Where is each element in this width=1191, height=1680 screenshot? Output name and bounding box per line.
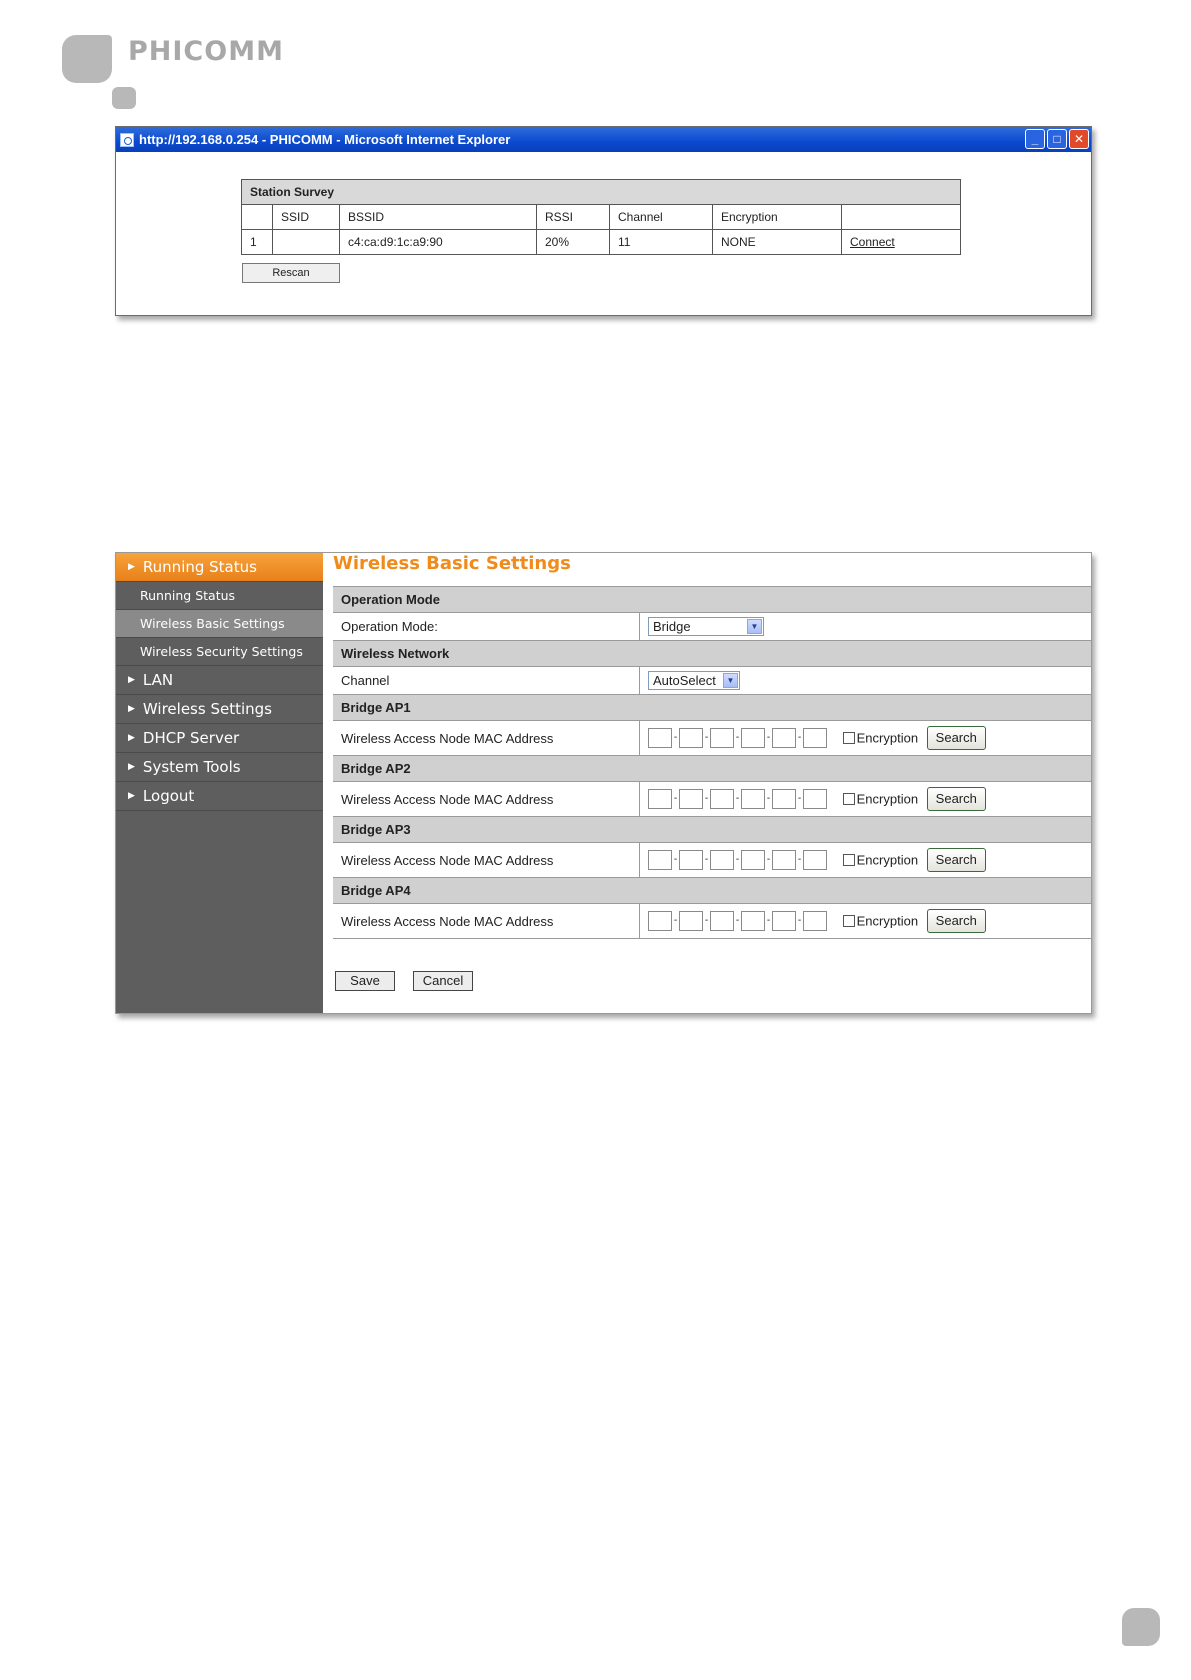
logo-shape-large [62, 35, 112, 83]
encryption-checkbox[interactable] [843, 732, 855, 744]
sidebar-item-label: Wireless Settings [142, 700, 272, 718]
encryption-checkbox[interactable] [843, 793, 855, 805]
mac-octet-input[interactable] [803, 728, 827, 748]
sidebar-item-running-status[interactable] [116, 553, 323, 582]
sidebar-item-label: Logout [142, 787, 195, 805]
close-icon[interactable]: ✕ [1069, 129, 1089, 149]
mac-separator: - [766, 915, 771, 926]
caret-right-icon: ▶ [128, 733, 135, 743]
operation-mode-value: Bridge [653, 619, 691, 634]
caret-right-icon: ▶ [128, 704, 135, 714]
brand-name: PHICOMM [128, 36, 284, 67]
mac-octet-input[interactable] [741, 789, 765, 809]
operation-mode-select[interactable] [648, 617, 764, 636]
mac-octet-input[interactable] [772, 850, 796, 870]
mac-address-label: Wireless Access Node MAC Address [333, 904, 640, 939]
mac-address-input-group [648, 850, 827, 870]
mac-address-cell [640, 721, 1092, 756]
mac-separator: - [704, 793, 709, 804]
mac-address-cell [640, 782, 1092, 817]
survey-title: Station Survey [242, 180, 961, 205]
rescan-button[interactable]: Rescan [242, 263, 340, 283]
mac-octet-input[interactable] [679, 850, 703, 870]
encryption-label: Encryption [856, 913, 919, 929]
encryption-label: Encryption [856, 730, 919, 746]
mac-octet-input[interactable] [710, 728, 734, 748]
mac-octet-input[interactable] [741, 850, 765, 870]
mac-separator: - [673, 915, 678, 926]
mac-octet-input[interactable] [648, 850, 672, 870]
col-header-channel: Channel [610, 205, 713, 230]
mac-separator: - [673, 732, 678, 743]
mac-separator: - [797, 854, 802, 865]
mac-address-label: Wireless Access Node MAC Address [333, 721, 640, 756]
mac-separator: - [766, 732, 771, 743]
search-button[interactable]: Search [927, 909, 986, 933]
sidebar-item-lan[interactable] [116, 666, 323, 695]
col-header-index [242, 205, 273, 230]
table-row [242, 230, 961, 255]
mac-separator: - [673, 793, 678, 804]
window-controls [1025, 129, 1089, 149]
caret-right-icon: ▶ [128, 791, 135, 801]
sidebar-item-wireless-settings[interactable] [116, 695, 323, 724]
caret-right-icon: ▶ [128, 675, 135, 685]
sidebar-subitem-wireless-basic-settings[interactable]: Wireless Basic Settings [116, 610, 323, 638]
sidebar-item-system-tools[interactable] [116, 753, 323, 782]
mac-separator: - [797, 793, 802, 804]
operation-mode-label: Operation Mode: [333, 613, 640, 641]
mac-separator: - [766, 854, 771, 865]
section-operation-mode: Operation Mode [333, 587, 1091, 613]
mac-separator: - [735, 793, 740, 804]
col-header-encryption: Encryption [713, 205, 842, 230]
mac-octet-input[interactable] [803, 850, 827, 870]
mac-octet-input[interactable] [741, 911, 765, 931]
col-header-rssi: RSSI [537, 205, 610, 230]
ie-titlebar[interactable] [116, 127, 1091, 152]
channel-cell [640, 667, 1092, 695]
main-content [333, 553, 1091, 1013]
save-button[interactable]: Save [335, 971, 395, 991]
sidebar [116, 553, 323, 1013]
cell-encryption: NONE [713, 230, 842, 255]
cell-bssid: c4:ca:d9:1c:a9:90 [340, 230, 537, 255]
connect-link[interactable]: Connect [850, 235, 895, 249]
cell-index: 1 [242, 230, 273, 255]
mac-octet-input[interactable] [648, 789, 672, 809]
chevron-down-icon[interactable]: ▼ [747, 619, 762, 634]
sidebar-item-dhcp-server[interactable] [116, 724, 323, 753]
encryption-checkbox[interactable] [843, 854, 855, 866]
page-corner-mark [1122, 1608, 1160, 1646]
ie-page-icon [120, 133, 134, 147]
mac-octet-input[interactable] [679, 728, 703, 748]
mac-octet-input[interactable] [772, 789, 796, 809]
col-header-bssid: BSSID [340, 205, 537, 230]
mac-octet-input[interactable] [648, 911, 672, 931]
mac-address-label: Wireless Access Node MAC Address [333, 843, 640, 878]
mac-separator: - [704, 915, 709, 926]
cell-action [842, 230, 961, 255]
channel-select[interactable] [648, 671, 740, 690]
mac-separator: - [735, 854, 740, 865]
section-bridge-ap1: Bridge AP1 [333, 695, 1091, 721]
sidebar-item-logout[interactable] [116, 782, 323, 811]
operation-mode-cell [640, 613, 1092, 641]
mac-separator: - [797, 915, 802, 926]
search-button[interactable]: Search [927, 726, 986, 750]
caret-right-icon: ▶ [128, 762, 135, 772]
section-wireless-network: Wireless Network [333, 641, 1091, 667]
mac-address-input-group [648, 789, 827, 809]
section-bridge-ap2: Bridge AP2 [333, 756, 1091, 782]
settings-table [333, 586, 1091, 939]
section-bridge-ap4: Bridge AP4 [333, 878, 1091, 904]
mac-octet-input[interactable] [803, 911, 827, 931]
cell-ssid [273, 230, 340, 255]
mac-octet-input[interactable] [741, 728, 765, 748]
chevron-down-icon[interactable]: ▼ [723, 673, 738, 688]
survey-header-row [242, 205, 961, 230]
router-admin-panel [115, 552, 1092, 1014]
encryption-label: Encryption [856, 791, 919, 807]
sidebar-item-label: DHCP Server [142, 729, 240, 747]
mac-octet-input[interactable] [772, 911, 796, 931]
mac-separator: - [673, 854, 678, 865]
mac-separator: - [735, 732, 740, 743]
encryption-label: Encryption [856, 852, 919, 868]
mac-separator: - [766, 793, 771, 804]
search-button[interactable]: Search [927, 787, 986, 811]
mac-address-cell [640, 904, 1092, 939]
station-survey-table [241, 179, 961, 255]
mac-octet-input[interactable] [772, 728, 796, 748]
page-title: Wireless Basic Settings [333, 553, 571, 574]
mac-separator: - [704, 732, 709, 743]
mac-octet-input[interactable] [710, 850, 734, 870]
cell-channel: 11 [610, 230, 713, 255]
section-bridge-ap3: Bridge AP3 [333, 817, 1091, 843]
mac-address-input-group [648, 911, 827, 931]
ie-window-title: http://192.168.0.254 - PHICOMM - Microsoft Internet Explorer [139, 132, 511, 147]
mac-octet-input[interactable] [648, 728, 672, 748]
sidebar-subitem-wireless-security-settings[interactable]: Wireless Security Settings [116, 638, 323, 666]
search-button[interactable]: Search [927, 848, 986, 872]
sidebar-subitem-running-status[interactable]: Running Status [116, 582, 323, 610]
mac-octet-input[interactable] [710, 911, 734, 931]
mac-address-cell [640, 843, 1092, 878]
maximize-icon[interactable]: □ [1047, 129, 1067, 149]
sidebar-item-label: LAN [142, 671, 174, 689]
mac-octet-input[interactable] [710, 789, 734, 809]
sidebar-item-label: Running Status [142, 558, 257, 576]
sidebar-item-label: System Tools [142, 758, 241, 776]
mac-octet-input[interactable] [803, 789, 827, 809]
minimize-icon[interactable]: _ [1025, 129, 1045, 149]
mac-address-label: Wireless Access Node MAC Address [333, 782, 640, 817]
col-header-ssid: SSID [273, 205, 340, 230]
col-header-action [842, 205, 961, 230]
encryption-checkbox[interactable] [843, 915, 855, 927]
cancel-button[interactable]: Cancel [413, 971, 473, 991]
mac-separator: - [735, 915, 740, 926]
caret-right-icon: ▶ [128, 562, 135, 572]
mac-octet-input[interactable] [679, 789, 703, 809]
mac-separator: - [797, 732, 802, 743]
ie-window [115, 126, 1092, 316]
mac-address-input-group [648, 728, 827, 748]
mac-separator: - [704, 854, 709, 865]
channel-value: AutoSelect [653, 673, 716, 688]
channel-label: Channel [333, 667, 640, 695]
logo-shape-small [112, 87, 136, 109]
cell-rssi: 20% [537, 230, 610, 255]
mac-octet-input[interactable] [679, 911, 703, 931]
